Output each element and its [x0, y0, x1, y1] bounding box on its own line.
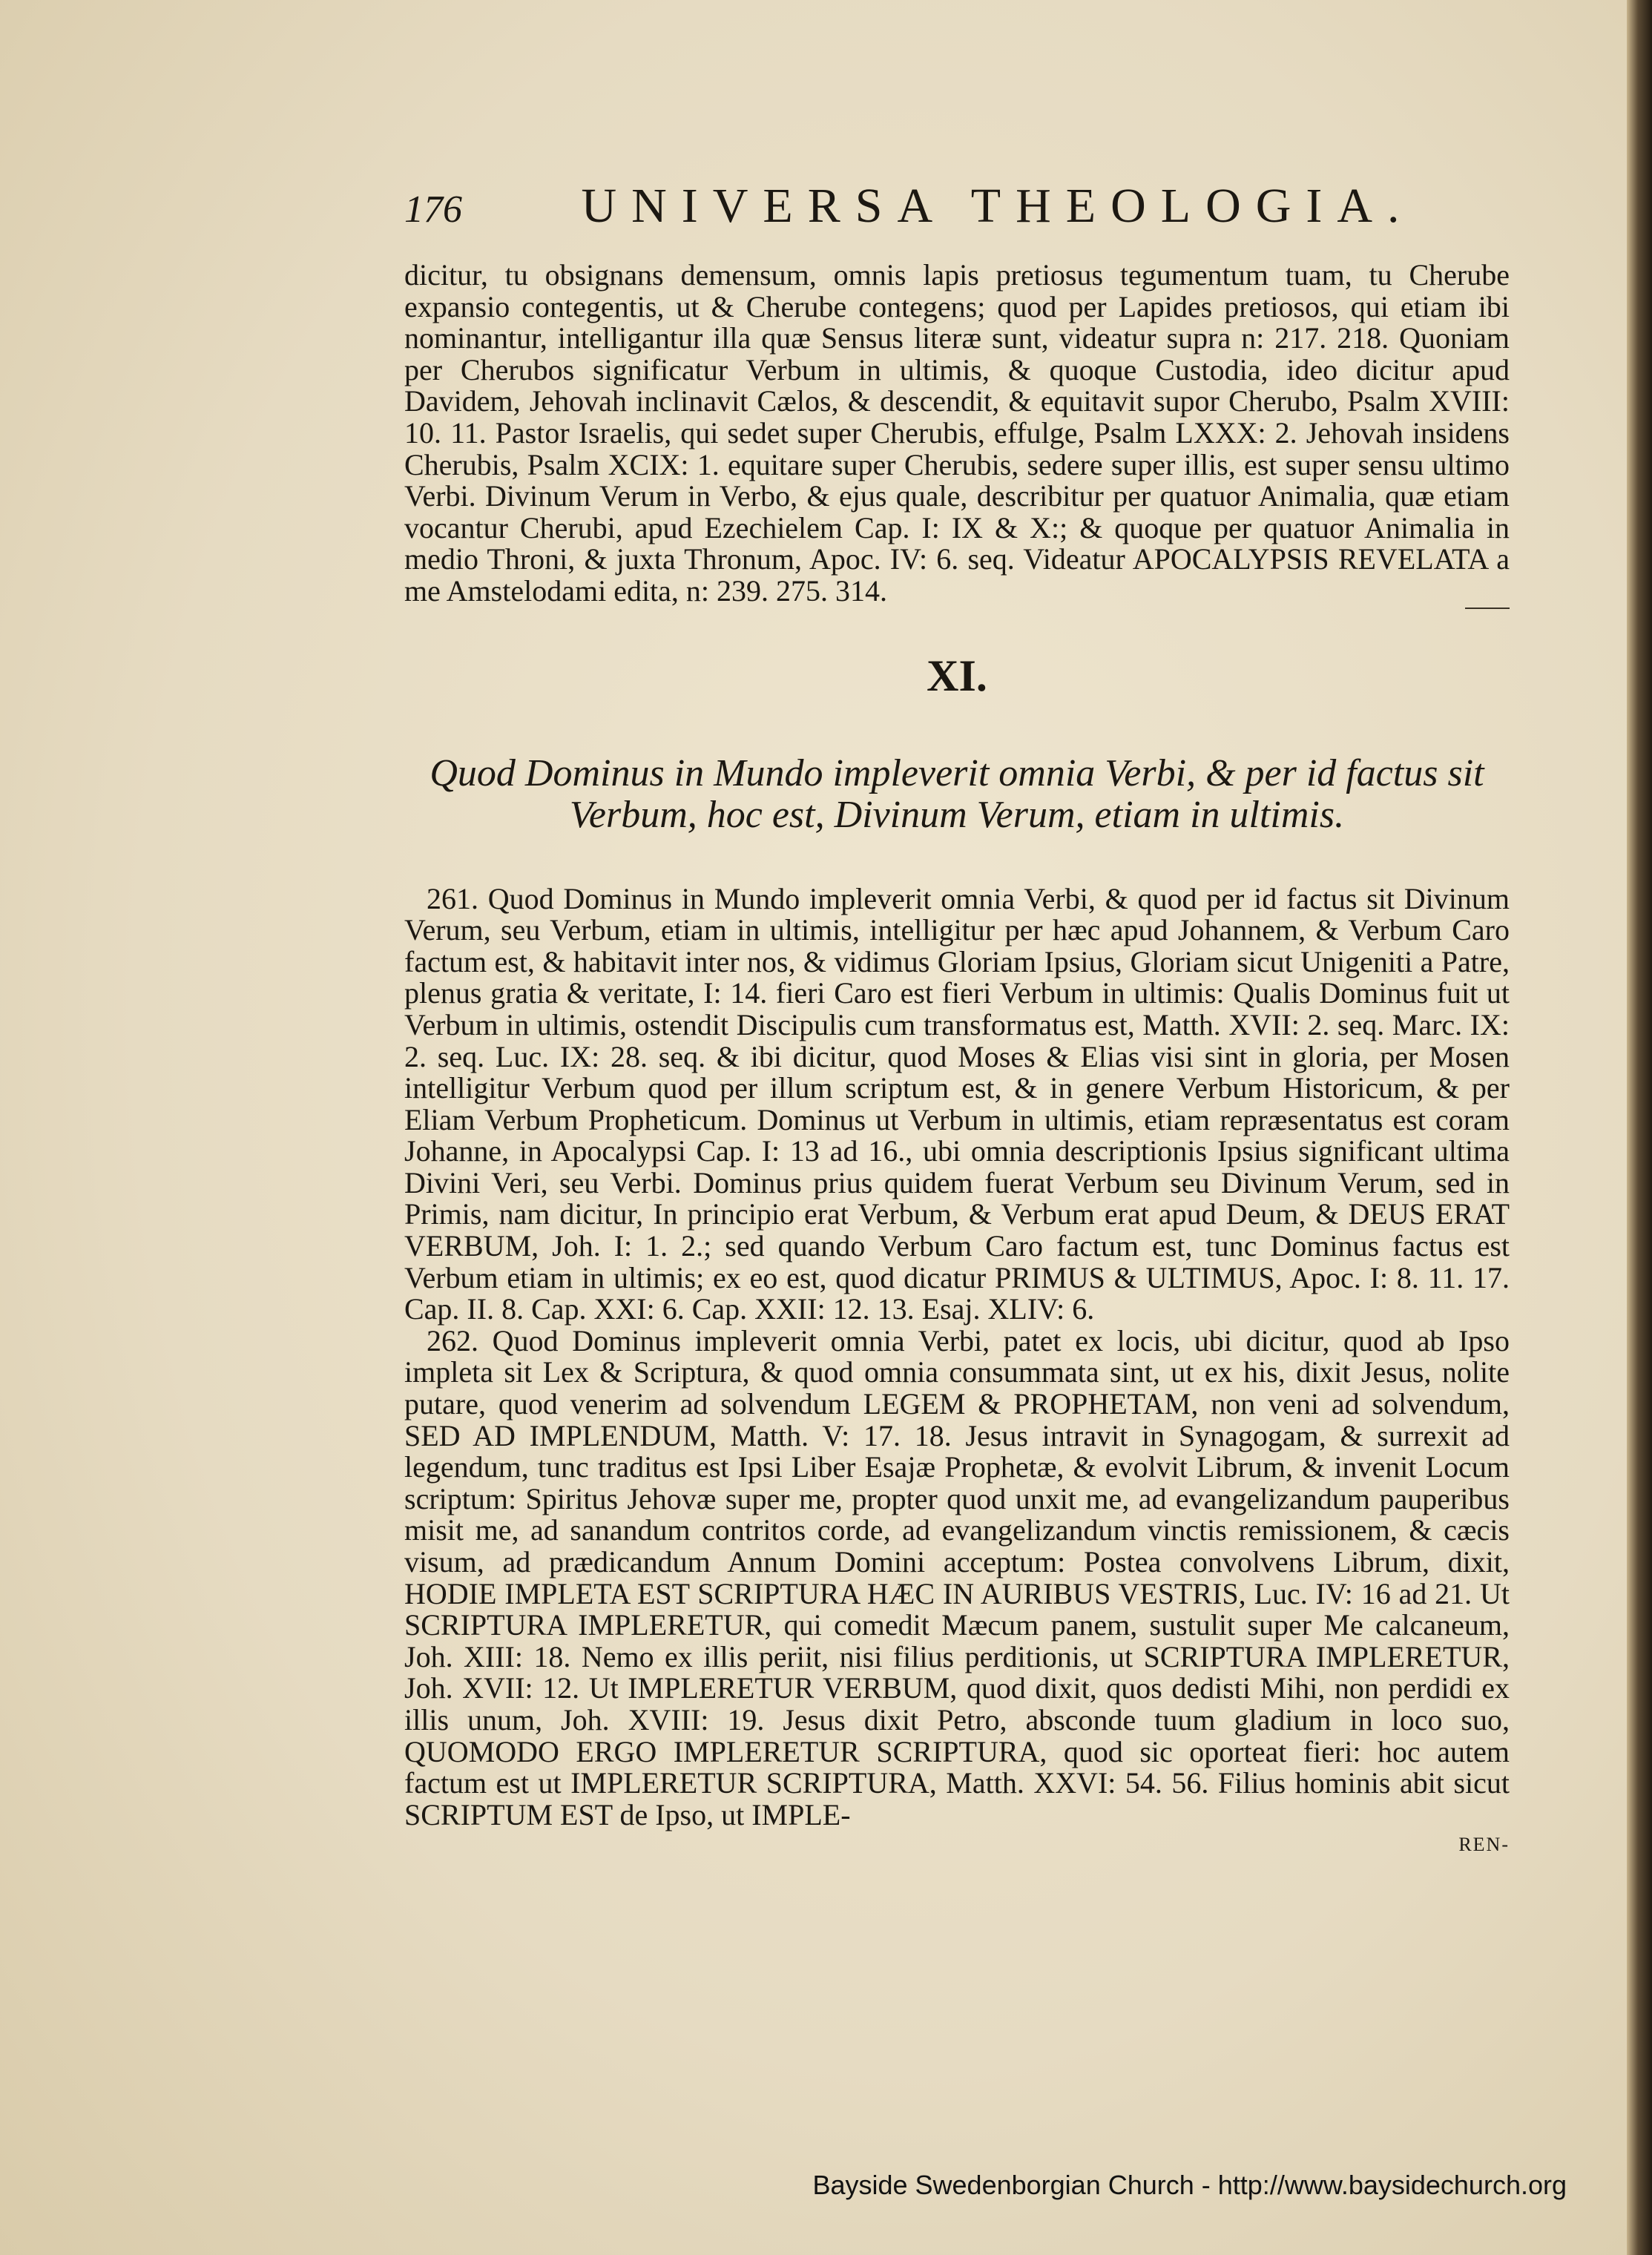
section-number: XI. [927, 651, 987, 700]
paragraph-261: 261. Quod Dominus in Mundo impleverit omnia Verbi, & quod per id factus sit Divinum Verum, seu Verbum, etiam in ultimis, intelligitur per hæc apud Johannem, & Verbum Caro factum est, & habitavit inter nos, & vidimus Gloriam Ipsius, Gloriam sicut Unigeniti a Patre, plenus gratia & veritate, I: 14. fieri Caro est fieri Verbum in ultimis: Qualis Dominus fuit ut Verbum in ultimis, ostendit Discipulis cum transformatus est, Matth. XVII: 2. seq. Marc. IX: 2. seq. Luc. IX: 28. seq. & ibi dicitur, quod Moses & Elias visi sint in gloria, per Mosen intelligitur Verbum quod per illum scriptum est, & in genere Verbum Historicum, & per Eliam Verbum Propheticum. Dominus ut Verbum in ultimis, etiam repræsentatus est coram Johanne, in Apocalypsi Cap. I: 13 ad 16., ubi omnia descriptionis Ipsius significant ultima Divini Veri, seu Verbi. Dominus prius quidem fuerat Verbum seu Divinum Verum, sed in Primis, nam dicitur, In principio erat Verbum, & Verbum erat apud Deum, & DEUS ERAT VERBUM, Joh. I: 1. 2.; sed quando Verbum Caro factum est, tunc Dominus factus est Verbum etiam in ultimis; ex eo est, quod dicatur PRIMUS & ULTIMUS, Apoc. I: 8. 11. 17. Cap. II. 8. Cap. XXI: 6. Cap. XXII: 12. 13. Esaj. XLIV: 6. [404, 881, 1510, 1326]
watermark-credit: Bayside Swedenborgian Church - http://www.baysidechurch.org [812, 2170, 1567, 2200]
book-spine-shadow [1627, 0, 1652, 2255]
running-head [404, 178, 1510, 260]
section-heading: Quod Dominus in Mundo impleverit omnia Verbi, & per id factus sit Verbum, hoc est, Divinum Verum, etiam in ultimis. [430, 751, 1484, 836]
running-title: UNIVERSA THEOLOGIA. [581, 179, 1415, 233]
section-body [404, 883, 1510, 1857]
page-number: 176 [404, 188, 462, 231]
end-rule [1465, 608, 1510, 609]
continuation-paragraph: dicitur, tu obsignans demensum, omnis lapis pretiosus tegumentum tuam, tu Cherube expansio contegentis, ut & Cherube contegens; quod per Lapides pretiosos, qui etiam ibi nominantur, intelligantur illa quæ Sensus literæ sunt, videatur supra n: 217. 218. Quoniam per Cherubos significatur Verbum in ultimis, & quoque Custodia, ideo dicitur apud Davidem, Jehovah inclinavit Cælos, & descendit, & equitavit supor Cherubo, Psalm XVIII: 10. 11. Pastor Israelis, qui sedet super Cherubis, effulge, Psalm LXXX: 2. Jehovah insidens Cherubis, Psalm XCIX: 1. equitare super Cherubis, sedere super illis, est super sensu ultimo Verbi. Divinum Verum in Verbo, & ejus quale, describitur per quatuor Animalia, quæ etiam vocantur Cherubi, apud Ezechielem Cap. I: IX & X:; & quoque per quatuor Animalia in medio Throni, & juxta Thronum, Apoc. IV: 6. seq. Videatur APOCALYPSIS REVELATA a me Amstelodami edita, n: 239. 275. 314. [404, 258, 1510, 608]
page-content [404, 178, 1510, 1856]
paragraph-262: 262. Quod Dominus impleverit omnia Verbi, patet ex locis, ubi dicitur, quod ab Ipso impleta sit Lex & Scriptura, & quod omnia consummata sint, ut ex his, dixit Jesus, nolite putare, quod venerim ad solvendum LEGEM & PROPHETAM, non veni ad solvendum, SED AD IMPLENDUM, Matth. V: 17. 18. Jesus intravit in Synagogam, & surrexit ad legendum, tunc traditus est Ipsi Liber Esajæ Prophetæ, & evolvit Librum, & invenit Locum scriptum: Spiritus Jehovæ super me, propter quod unxit me, ad evangelizandum pauperibus misit me, ad sanandum contritos corde, ad evangelizandum vinctis remissionem, & cæcis visum, ad prædicandum Annum Domini acceptum: Postea convolvens Librum, dixit, HODIE IMPLETA EST SCRIPTURA HÆC IN AURIBUS VESTRIS, Luc. IV: 16 ad 21. Ut SCRIPTURA IMPLERETUR, qui comedit Mæcum panem, sustulit super Me calcaneum, Joh. XIII: 18. Nemo ex illis periit, nisi filius perditionis, ut SCRIPTURA IMPLERETUR, Joh. XVII: 12. Ut IMPLERETUR VERBUM, quod dixit, quos dedisti Mihi, non perdidi ex illis unum, Joh. XVIII: 19. Jesus dixit Petro, absconde tuum gladium in loco suo, QUOMODO ERGO IMPLERETUR SCRIPTURA, quod sic oporteat fieri: hoc autem factum est ut IMPLERETUR SCRIPTURA, Matth. XXVI: 54. 56. Filius hominis abit sicut SCRIPTUM EST de Ipso, ut IMPLE- [404, 1323, 1510, 1831]
catchword: REN- [1458, 1834, 1510, 1856]
